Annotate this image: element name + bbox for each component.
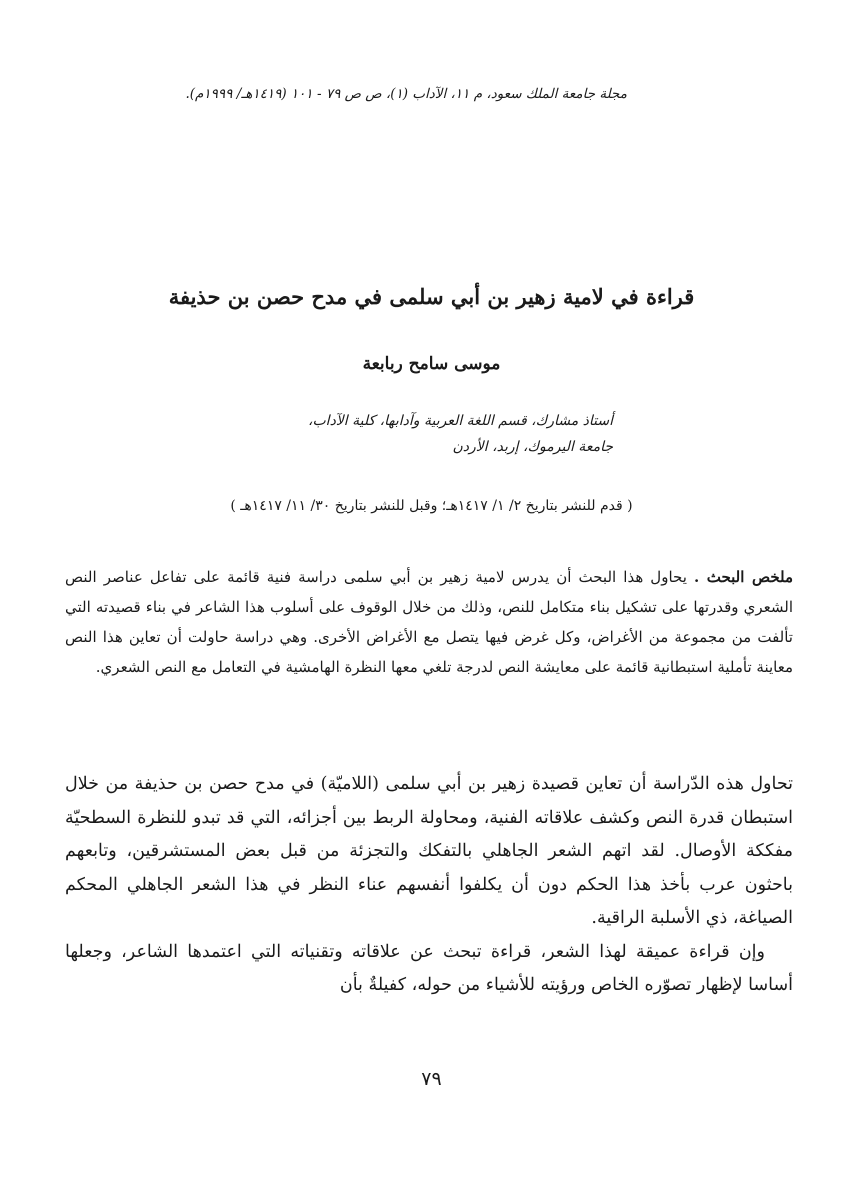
body-paragraph-2: وإن قراءة عميقة لهذا الشعر، قراءة تبحث عن علاقاته وتقنياته التي اعتمدها الشاعر، وجعلها أساسا لإظهار تصوّره الخاص ورؤيته للأشياء من حوله، كفيلةٌ بأن	[65, 941, 793, 995]
abstract-label: ملخص البحث .	[693, 568, 794, 586]
author-name: موسى سامح ربابعة	[362, 354, 501, 374]
body-paragraph-1: تحاول هذه الدّراسة أن تعاين قصيدة زهير بن أبي سلمى (اللاميّة) في مدح حصن بن حذيفة من خلال استبطان قدرة النص وكشف علاقاته الفنية، ومحاولة الربط بين أجزائه، التي قد تبدو للنظرة السطحيّة مفككة الأوصال. لقد اتهم الشعر الجاهلي بالتفكك والتجزئة من قبل بعض المستشرقين، وتابعهم باحثون عرب بأخذ هذا الحكم دون أن يكلفوا أنفسهم عناء النظر في هذا الشعر الجاهلي المحكم الصياغة، ذي الأسلبة الراقية.	[65, 774, 793, 928]
article-title: قراءة في لامية زهير بن أبي سلمى في مدح حصن بن حذيفة	[168, 284, 695, 309]
affiliation-line-2: جامعة اليرموك، إربد، الأردن	[452, 439, 613, 455]
journal-reference: مجلة جامعة الملك سعود، م ١١، الآداب (١)، ص ص ٧٩ - ١٠١ (١٤١٩هـ/ ١٩٩٩م).	[185, 86, 627, 102]
abstract	[65, 562, 793, 682]
body-text	[65, 768, 793, 1003]
abstract-text: يحاول هذا البحث أن يدرس لامية زهير بن أبي سلمى دراسة فنية قائمة على تفاعل عناصر النص الشعري وقدرتها على تشكيل بناء متكامل للنص، وذلك من خلال الوقوف على أسلوب هذا الشاعر في بناء قصيدته التي تألفت من مجموعة من الأغراض، وكل غرض فيها يتصل مع الأغراض الأخرى. وهي دراسة حاولت أن تعاين هذا النص معاينة تأملية استبطانية قائمة على معايشة النص لدرجة تلغي معها النظرة الهامشية في التعامل مع النص الشعري.	[65, 568, 793, 676]
author-affiliation	[233, 408, 613, 460]
page-number: ٧٩	[421, 1068, 442, 1090]
affiliation-line-1: أستاذ مشارك، قسم اللغة العربية وآدابها، كلية الآداب،	[307, 413, 613, 429]
submission-dates: ( قدم للنشر بتاريخ ٢/ ١/ ١٤١٧هـ؛ وقبل للنشر بتاريخ ٣٠/ ١١/ ١٤١٧هـ )	[230, 498, 633, 514]
